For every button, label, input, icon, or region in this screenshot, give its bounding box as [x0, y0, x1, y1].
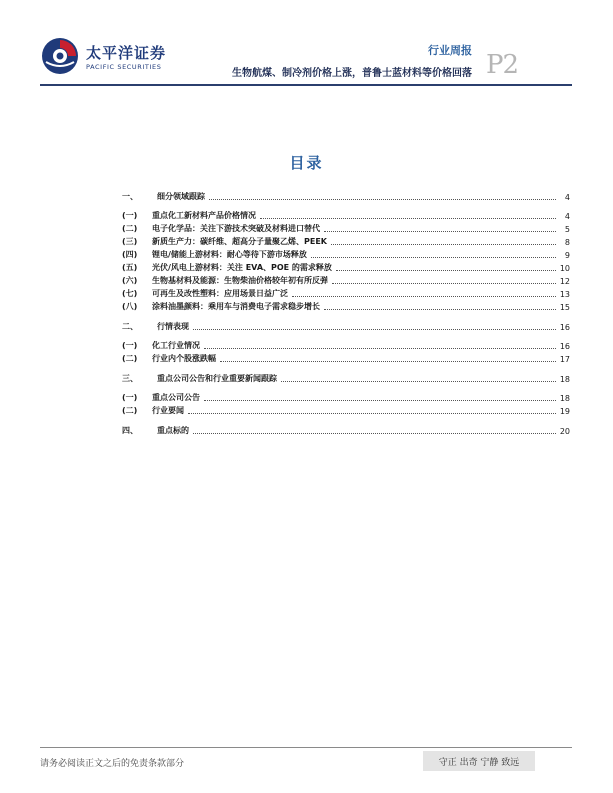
- toc-label: 涂料油墨颜料：乘用车与消费电子需求稳步增长: [152, 302, 320, 311]
- toc-leader: [220, 360, 556, 362]
- company-name-cn: 太平洋证券: [86, 44, 167, 62]
- toc-entry[interactable]: [122, 339, 570, 351]
- pacific-securities-logo-icon: [40, 36, 80, 76]
- disclaimer-note: 请务必阅读正文之后的免责条款部分: [40, 759, 185, 769]
- toc-number: (七): [122, 289, 138, 298]
- toc-page: 16: [559, 323, 570, 332]
- toc-entry[interactable]: [122, 352, 570, 364]
- toc-label: 化工行业情况: [152, 341, 200, 350]
- toc-number: 二、: [122, 322, 138, 331]
- toc-entry[interactable]: [122, 404, 570, 416]
- company-name-en: PACIFIC SECURITIES: [86, 63, 162, 71]
- report-type: 行业周报: [428, 44, 472, 57]
- toc-label: 电子化学品：关注下游技术突破及材料进口替代: [152, 224, 320, 233]
- toc-number: (五): [122, 263, 138, 272]
- company-motto: 守正 出奇 宁静 致远: [423, 751, 535, 771]
- toc-page: 4: [564, 193, 570, 202]
- toc-label: 光伏/风电上游材料：关注 EVA、POE 的需求释放: [152, 263, 332, 272]
- toc-number: (四): [122, 250, 138, 259]
- toc-number: 四、: [122, 426, 138, 435]
- footer-divider: [40, 747, 572, 748]
- toc-label: 重点公司公告: [152, 393, 200, 402]
- toc-entry[interactable]: [122, 372, 570, 384]
- toc-number: (三): [122, 237, 138, 246]
- header-divider: [40, 84, 572, 86]
- toc-page: 20: [559, 427, 570, 436]
- toc-leader: [324, 308, 556, 310]
- toc-leader: [311, 256, 556, 258]
- toc-page: 8: [564, 238, 570, 247]
- toc-label: 生物基材料及能源：生物柴油价格较年初有所反弹: [152, 276, 328, 285]
- toc-leader: [204, 347, 556, 349]
- toc-label: 重点标的: [157, 426, 189, 435]
- toc-label: 细分领域跟踪: [157, 192, 205, 201]
- toc-label: 新质生产力：碳纤维、超高分子量聚乙烯、PEEK: [152, 237, 327, 246]
- toc-leader: [332, 282, 556, 284]
- toc-number: 一、: [122, 192, 138, 201]
- toc-page: 18: [559, 375, 570, 384]
- toc-number: (一): [122, 211, 138, 220]
- toc-leader: [209, 198, 556, 200]
- toc-number: 三、: [122, 374, 138, 383]
- toc-page: 13: [559, 290, 570, 299]
- toc-leader: [193, 328, 556, 330]
- toc-page: 5: [564, 225, 570, 234]
- toc-page: 9: [564, 251, 570, 260]
- toc-label: 行业内个股涨跌幅: [152, 354, 216, 363]
- toc-entry[interactable]: [122, 235, 570, 247]
- toc-leader: [193, 432, 556, 434]
- toc-number: (一): [122, 341, 138, 350]
- toc-entry[interactable]: [122, 424, 570, 436]
- toc-number: (八): [122, 302, 138, 311]
- toc-entry[interactable]: [122, 391, 570, 403]
- toc-page: 12: [559, 277, 570, 286]
- toc-page: 17: [559, 355, 570, 364]
- toc-leader: [292, 295, 556, 297]
- toc-number: (一): [122, 393, 138, 402]
- toc-heading: 目录: [289, 154, 324, 172]
- toc-page: 16: [559, 342, 570, 351]
- toc-page: 4: [564, 212, 570, 221]
- toc-label: 锂电/储能上游材料：耐心等待下游市场释放: [152, 250, 307, 259]
- toc-leader: [331, 243, 556, 245]
- toc-page: 15: [559, 303, 570, 312]
- toc-leader: [336, 269, 556, 271]
- toc-leader: [204, 399, 556, 401]
- toc-number: (二): [122, 406, 138, 415]
- toc-entry[interactable]: [122, 300, 570, 312]
- toc-label: 行情表现: [157, 322, 189, 331]
- company-logo: [40, 36, 167, 80]
- toc-number: (二): [122, 354, 138, 363]
- toc-label: 重点公司公告和行业重要新闻跟踪: [157, 374, 277, 383]
- toc-entry[interactable]: [122, 287, 570, 299]
- toc-leader: [281, 380, 556, 382]
- toc-page: 18: [559, 394, 570, 403]
- toc-label: 行业要闻: [152, 406, 184, 415]
- toc-page: 10: [559, 264, 570, 273]
- toc-entry[interactable]: [122, 248, 570, 260]
- toc-leader: [188, 412, 556, 414]
- toc-entry[interactable]: [122, 274, 570, 286]
- toc-entry[interactable]: [122, 209, 570, 221]
- toc-entry[interactable]: [122, 261, 570, 273]
- toc-entry[interactable]: [122, 222, 570, 234]
- toc-entry[interactable]: [122, 320, 570, 332]
- report-title: 生物航煤、制冷剂价格上涨，普鲁士蓝材料等价格回落: [232, 68, 472, 79]
- toc-label: 可再生及改性塑料：应用场景日益广泛: [152, 289, 288, 298]
- toc-number: (六): [122, 276, 138, 285]
- page-number-mark: P2: [486, 50, 519, 80]
- toc-leader: [260, 217, 556, 219]
- toc-number: (二): [122, 224, 138, 233]
- toc-entry[interactable]: [122, 190, 570, 202]
- toc-page: 19: [559, 407, 570, 416]
- toc-label: 重点化工新材料产品价格情况: [152, 211, 256, 220]
- toc-leader: [324, 230, 556, 232]
